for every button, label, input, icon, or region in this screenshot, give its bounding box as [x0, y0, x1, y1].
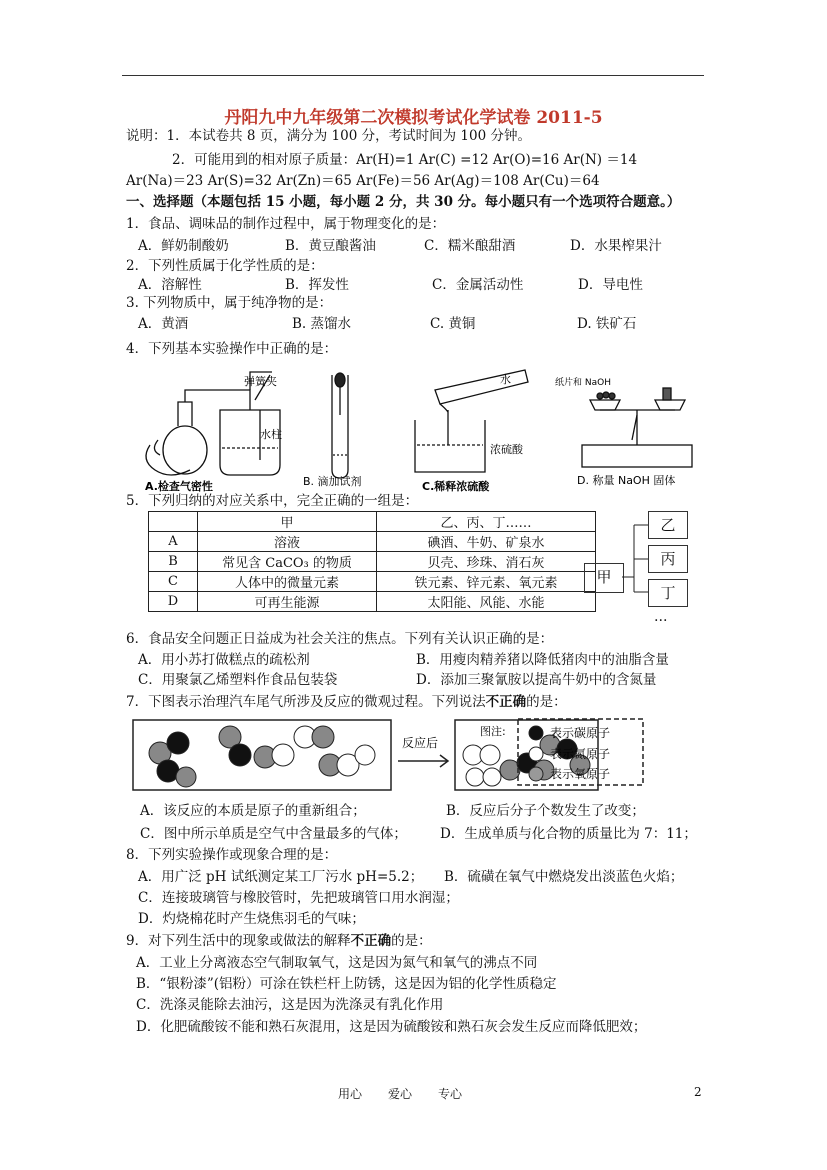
paper-naoh-label: 纸片和 NaOH: [555, 378, 611, 388]
q4-apparatus-figure: [130, 360, 720, 495]
q3-stem: 3. 下列物质中，属于纯净物的是：: [126, 295, 333, 311]
caption-c: C.稀释浓硫酸: [422, 480, 490, 493]
q1-option-d: D．水果榨果汁: [570, 238, 662, 254]
table-cell: C: [149, 572, 198, 592]
footer-text-2: 爱心: [388, 1087, 413, 1101]
arrow-label: 反应后: [402, 736, 439, 750]
diagram-box-bing: 丙: [648, 545, 688, 573]
q6-option-d: D．添加三聚氰胺以提高牛奶中的含氮量: [416, 672, 657, 688]
table-cell: A: [149, 532, 198, 552]
q7-stem: [126, 693, 567, 711]
q6-option-b: B．用瘦肉精养猪以降低猪肉中的油脂含量: [416, 652, 669, 668]
header-rule: [122, 75, 704, 76]
instructions-line-2: 2．可能用到的相对原子质量：Ar(H)=1 Ar(C) =12 Ar(O)=16 Ar(N) ＝14: [172, 152, 638, 168]
q1-option-b: B．黄豆酿酱油: [285, 238, 376, 254]
q5-stem: 5．下列归纳的对应关系中，完全正确的一组是：: [126, 493, 419, 509]
q9-stem-post: 的是：: [391, 933, 432, 949]
instructions-line-3: Ar(Na)＝23 Ar(S)=32 Ar(Zn)＝65 Ar(Fe)＝56 Ar(Ag)＝108 Ar(Cu)＝64: [126, 173, 600, 189]
water-label: 水: [500, 373, 511, 386]
caption-a: A.检查气密性: [145, 480, 213, 493]
legend-oxygen: 表示氧原子: [550, 767, 611, 781]
footer-text-1: 用心: [338, 1087, 363, 1101]
q3-option-d: D. 铁矿石: [577, 316, 637, 332]
q9-stem-pre: 9．对下列生活中的现象或做法的解释: [126, 933, 351, 949]
q2-option-c: C．金属活动性: [432, 277, 524, 293]
footer-text-3: 专心: [438, 1087, 463, 1101]
q8-option-a: A．用广泛 pH 试纸测定某工厂污水 pH=5.2；: [138, 869, 424, 885]
q2-stem: 2．下列性质属于化学性质的是：: [126, 258, 324, 274]
q7-stem-pre: 7．下图表示治理汽车尾气所涉及反应的微观过程。下列说法: [126, 694, 486, 710]
table-cell: 乙、丙、丁……: [377, 512, 596, 532]
table-cell: 碘酒、牛奶、矿泉水: [377, 532, 596, 552]
table-cell: 贝壳、珍珠、消石灰: [377, 552, 596, 572]
q7-option-c: C．图中所示单质是空气中含量最多的气体；: [140, 826, 407, 842]
section-heading: 一、选择题（本题包括 15 小题，每小题 2 分，共 30 分。每小题只有一个选项符合题意。）: [126, 194, 681, 210]
q7-stem-post: 的是：: [526, 694, 567, 710]
q2-option-d: D．导电性: [578, 277, 643, 293]
q5-table: [148, 511, 596, 612]
apparatus-d: [582, 388, 692, 467]
diagram-box-jia: 甲: [584, 563, 624, 593]
q6-stem: 6．食品安全问题正日益成为社会关注的焦点。下列有关认识正确的是：: [126, 631, 554, 647]
water-column-label: 水柱: [260, 428, 282, 441]
q3-option-b: B. 蒸馏水: [292, 316, 352, 332]
diagram-ellipsis: …: [654, 609, 668, 625]
apparatus-c: [415, 370, 528, 472]
table-cell: 可再生能源: [198, 592, 377, 612]
q6-option-a: A．用小苏打做糕点的疏松剂: [138, 652, 310, 668]
q7-option-a: A．该反应的本质是原子的重新组合；: [140, 803, 366, 819]
table-cell: 甲: [198, 512, 377, 532]
table-row: [149, 552, 596, 572]
table-cell: 常见含 CaCO₃ 的物质: [198, 552, 377, 572]
caption-d: D. 称量 NaOH 固体: [577, 474, 676, 487]
conc-acid-label: 浓硫酸: [490, 443, 523, 456]
q9-option-c: C．洗涤灵能除去油污，这是因为洗涤灵有乳化作用: [136, 997, 444, 1013]
q3-option-c: C. 黄铜: [430, 316, 476, 332]
diagram-connectors: [622, 520, 652, 610]
q7-legend: [478, 717, 648, 787]
caption-b: B. 滴加试剂: [303, 475, 362, 488]
table-cell: D: [149, 592, 198, 612]
q8-option-b: B．硫磺在氧气中燃烧发出淡蓝色火焰；: [444, 869, 684, 885]
q9-stem: [126, 932, 432, 950]
legend-carbon: 表示碳原子: [550, 726, 611, 740]
table-row: [149, 512, 596, 532]
q7-stem-bold: 不正确: [485, 694, 527, 710]
q8-option-d: D．灼烧棉花时产生烧焦羽毛的气味；: [138, 911, 365, 927]
table-cell: 太阳能、风能、水能: [377, 592, 596, 612]
table-cell: [149, 512, 198, 532]
table-cell: 铁元素、锌元素、氧元素: [377, 572, 596, 592]
q2-option-a: A．溶解性: [138, 277, 202, 293]
q2-option-b: B．挥发性: [285, 277, 349, 293]
instructions-line-1: 说明：1．本试卷共 8 页，满分为 100 分，考试时间为 100 分钟。: [126, 128, 531, 144]
q7-option-b: B．反应后分子个数发生了改变；: [446, 803, 645, 819]
legend-nitrogen: 表示氮原子: [550, 747, 611, 761]
page-number: 2: [694, 1085, 702, 1099]
diagram-box-ding: 丁: [648, 579, 688, 607]
q6-option-c: C．用聚氯乙烯塑料作食品包装袋: [138, 672, 338, 688]
q8-option-c: C．连接玻璃管与橡胶管时，先把玻璃管口用水润湿；: [138, 890, 459, 906]
page-title: 丹阳九中九年级第二次模拟考试化学试卷 2011-5: [224, 108, 603, 128]
q9-option-d: D．化肥硫酸铵不能和熟石灰混用，这是因为硫酸铵和熟石灰会发生反应而降低肥效；: [136, 1019, 647, 1035]
legend-title: 图注:: [480, 725, 506, 738]
table-cell: 溶液: [198, 532, 377, 552]
q7-option-d: D．生成单质与化合物的质量比为 7：11；: [440, 826, 697, 842]
q9-stem-bold: 不正确: [350, 933, 392, 949]
spring-clip-label: 弹簧夹: [244, 375, 277, 388]
table-row: [149, 592, 596, 612]
table-cell: B: [149, 552, 198, 572]
q1-option-c: C．糯米酿甜酒: [424, 238, 516, 254]
q4-stem: 4．下列基本实验操作中正确的是：: [126, 341, 338, 357]
q1-stem: 1．食品、调味品的制作过程中，属于物理变化的是：: [126, 216, 446, 232]
q8-stem: 8．下列实验操作或现象合理的是：: [126, 847, 338, 863]
table-cell: 人体中的微量元素: [198, 572, 377, 592]
q1-option-a: A．鲜奶制酸奶: [138, 238, 229, 254]
diagram-box-yi: 乙: [648, 511, 688, 539]
table-row: [149, 532, 596, 552]
q9-option-b: B．“银粉漆”(铝粉）可涂在铁栏杆上防锈，这是因为铝的化学性质稳定: [136, 976, 557, 992]
q9-option-a: A．工业上分离液态空气制取氧气，这是因为氮气和氧气的沸点不同: [136, 955, 538, 971]
apparatus-b: [332, 373, 348, 478]
table-row: [149, 572, 596, 592]
q3-option-a: A．黄酒: [138, 316, 189, 332]
